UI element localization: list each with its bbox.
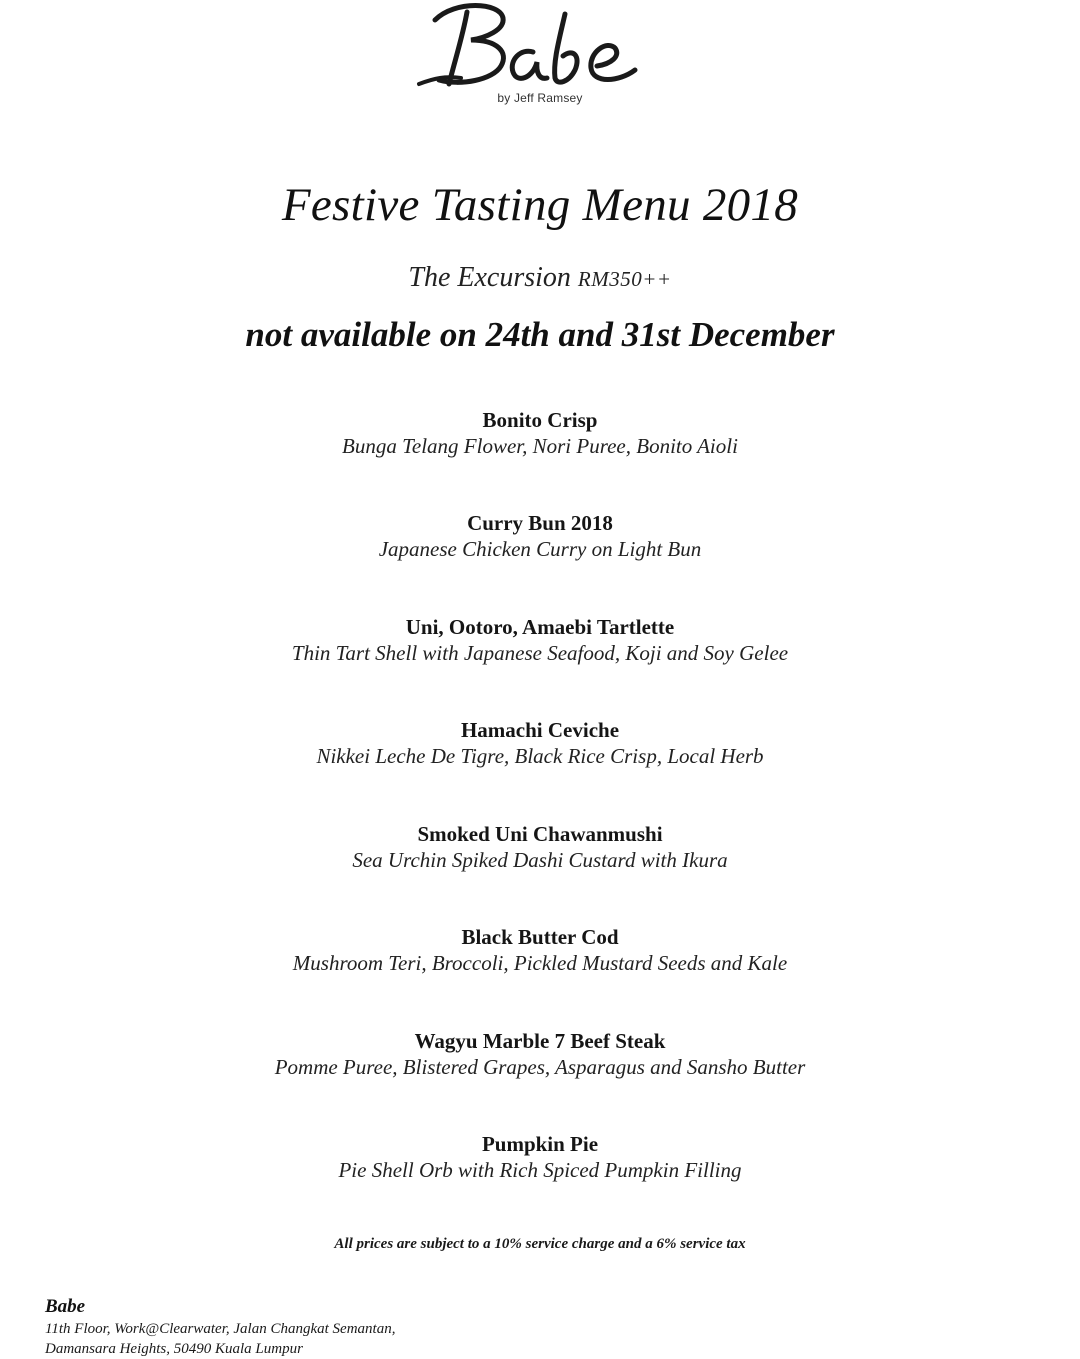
course-name: Uni, Ootoro, Amaebi Tartlette xyxy=(405,615,675,639)
course-item xyxy=(0,614,1080,666)
course-item xyxy=(0,924,1080,976)
address-line: 11th Floor, Work@Clearwater, Jalan Changkat Semantan, xyxy=(45,1321,396,1337)
course-name: Bonito Crisp xyxy=(482,408,598,432)
course-item xyxy=(0,407,1080,459)
restaurant-address xyxy=(45,1295,645,1359)
course-name: Wagyu Marble 7 Beef Steak xyxy=(414,1029,666,1053)
menu-price: RM350++ xyxy=(577,267,672,291)
course-item xyxy=(0,821,1080,873)
course-name: Black Butter Cod xyxy=(461,925,619,949)
course-description: Bunga Telang Flower, Nori Puree, Bonito Aioli xyxy=(342,434,738,458)
course-description: Pie Shell Orb with Rich Spiced Pumpkin Filling xyxy=(338,1158,742,1182)
address-line: Damansara Heights, 50490 Kuala Lumpur xyxy=(45,1341,303,1357)
course-description: Mushroom Teri, Broccoli, Pickled Mustard Seeds and Kale xyxy=(292,951,788,975)
menu-subtitle xyxy=(0,262,1080,294)
course-item xyxy=(0,1028,1080,1080)
service-charge-note: All prices are subject to a 10% service charge and a 6% service tax xyxy=(334,1236,746,1252)
babe-logo-script xyxy=(405,0,655,100)
menu-title: Festive Tasting Menu 2018 xyxy=(281,179,799,231)
course-description: Sea Urchin Spiked Dashi Custard with Ikura xyxy=(352,848,728,872)
brand-logo xyxy=(0,0,1080,120)
address-name: Babe xyxy=(45,1296,86,1317)
availability-notice: not available on 24th and 31st December xyxy=(245,315,835,354)
course-description: Thin Tart Shell with Japanese Seafood, Koji and Soy Gelee xyxy=(291,641,789,665)
course-name: Hamachi Ceviche xyxy=(460,718,620,742)
course-name: Smoked Uni Chawanmushi xyxy=(417,822,663,846)
course-description: Pomme Puree, Blistered Grapes, Asparagus and Sansho Butter xyxy=(274,1055,806,1079)
course-item xyxy=(0,717,1080,769)
course-description: Japanese Chicken Curry on Light Bun xyxy=(378,537,702,561)
course-item xyxy=(0,1131,1080,1183)
course-name: Pumpkin Pie xyxy=(481,1132,599,1156)
course-name: Curry Bun 2018 xyxy=(467,511,613,535)
menu-subtitle-name: The Excursion xyxy=(408,262,571,293)
course-item xyxy=(0,510,1080,562)
brand-byline: by Jeff Ramsey xyxy=(497,91,583,105)
course-description: Nikkei Leche De Tigre, Black Rice Crisp, Local Herb xyxy=(316,744,764,768)
